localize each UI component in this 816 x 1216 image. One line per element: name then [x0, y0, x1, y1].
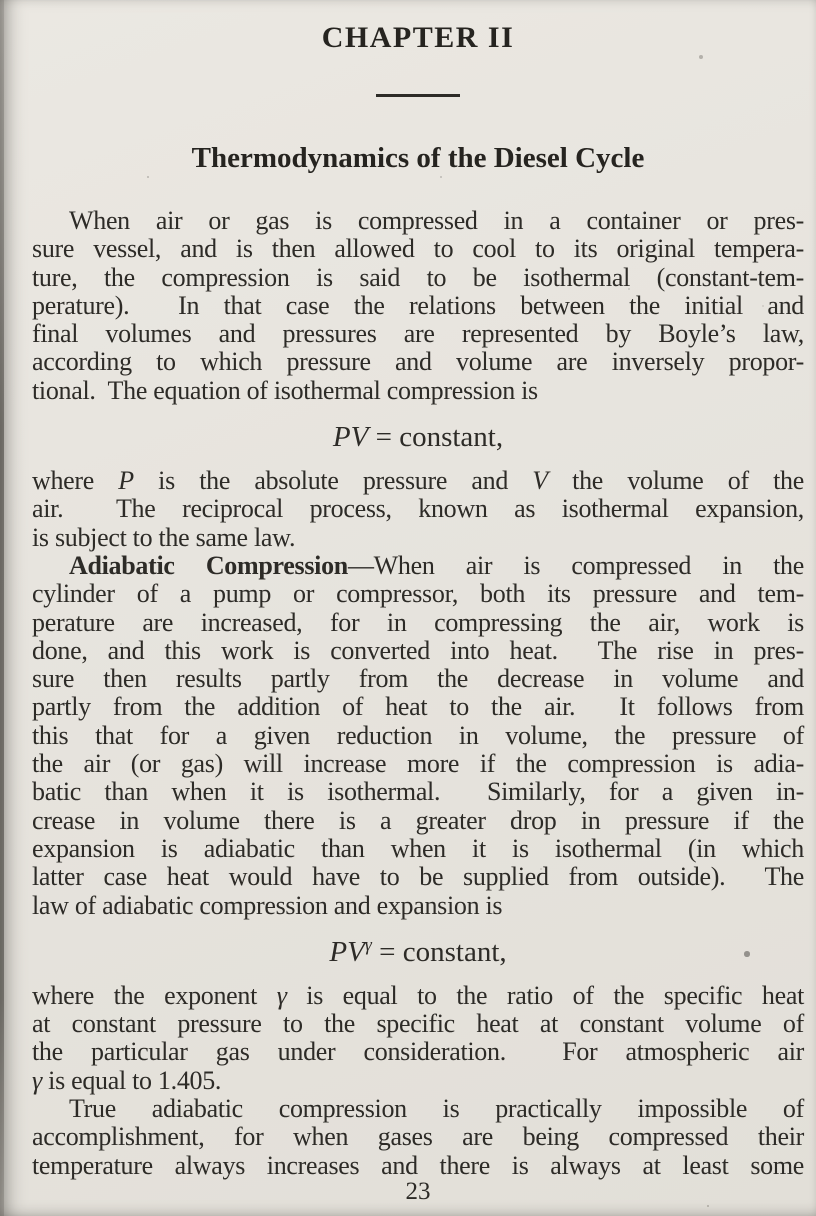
- text-line: the particular gas under consideration. For atmospheric air: [32, 1037, 804, 1067]
- text-line: where the exponent γ is equal to the ratio of the specific heat: [32, 980, 804, 1010]
- text-line: temperature always increases and there is always at least some: [32, 1150, 804, 1180]
- text-line: accomplishment, for when gases are being compressed their: [32, 1122, 804, 1152]
- text-line: perature). In that case the relations between the initial and: [32, 290, 804, 320]
- equation-rest: = constant,: [375, 421, 504, 454]
- page-number: 23: [405, 1177, 431, 1205]
- text-line: final volumes and pressures are represented by Boyle’s law,: [32, 319, 804, 349]
- text-line: expansion is adiabatic than when it is isothermal (in which: [32, 833, 804, 863]
- section-title: Thermodynamics of the Diesel Cycle: [191, 142, 645, 174]
- text-line: When air or gas is compressed in a container or pres-: [69, 206, 804, 235]
- text-line: at constant pressure to the specific heat at constant volume of: [32, 1009, 804, 1039]
- text-line: law of adiabatic compression and expansion is: [32, 890, 503, 920]
- text-line: ture, the compression is said to be isothermal (constant-tem-: [32, 262, 804, 292]
- text-line: this that for a given reduction in volume, the pressure of: [32, 720, 804, 750]
- chapter-heading: CHAPTER II: [321, 21, 515, 54]
- text-line: Adiabatic Compression—When air is compressed in the: [69, 550, 804, 580]
- text-line: tional. The equation of isothermal compression is: [32, 375, 538, 405]
- text-line: the air (or gas) will increase more if the compression is adia-: [32, 749, 804, 779]
- text-line: air. The reciprocal process, known as isothermal expansion,: [32, 494, 804, 524]
- body-text: [32, 207, 804, 1180]
- text-line: crease in volume there is a greater drop in pressure if the: [32, 805, 804, 835]
- equation: PV = constant,: [332, 421, 504, 454]
- text-line: according to which pressure and volume are inversely propor-: [32, 347, 804, 377]
- text-line: perature are increased, for in compressing the air, work is: [32, 607, 804, 637]
- scan-specks: [0, 0, 2, 2]
- text-line: True adiabatic compression is practically impossible of: [69, 1094, 804, 1124]
- text-line: γ is equal to 1.405.: [32, 1065, 222, 1095]
- text-line: latter case heat would have to be supplied from outside). The: [32, 862, 804, 892]
- equation: $PV^\gamma$ = constant,: [329, 934, 507, 968]
- text-line: done, and this work is converted into heat. The rise in pres-: [32, 635, 804, 665]
- text-line: sure then results partly from the decrease in volume and: [32, 664, 804, 694]
- text-line: cylinder of a pump or compressor, both its pressure and tem-: [32, 579, 804, 609]
- text-line: partly from the addition of heat to the air. It follows from: [32, 692, 804, 722]
- equation-rest: = constant,: [379, 935, 507, 968]
- text-line: where P is the absolute pressure and V the volume of the: [32, 466, 804, 496]
- section-divider-rule: [376, 94, 460, 97]
- text-line: batic than when it is isothermal. Similarly, for a given in-: [32, 777, 804, 807]
- text-line: sure vessel, and is then allowed to cool to its original tempera-: [32, 234, 804, 264]
- scan-edge-shadow: [0, 0, 4, 1216]
- text-line: is subject to the same law.: [32, 522, 296, 552]
